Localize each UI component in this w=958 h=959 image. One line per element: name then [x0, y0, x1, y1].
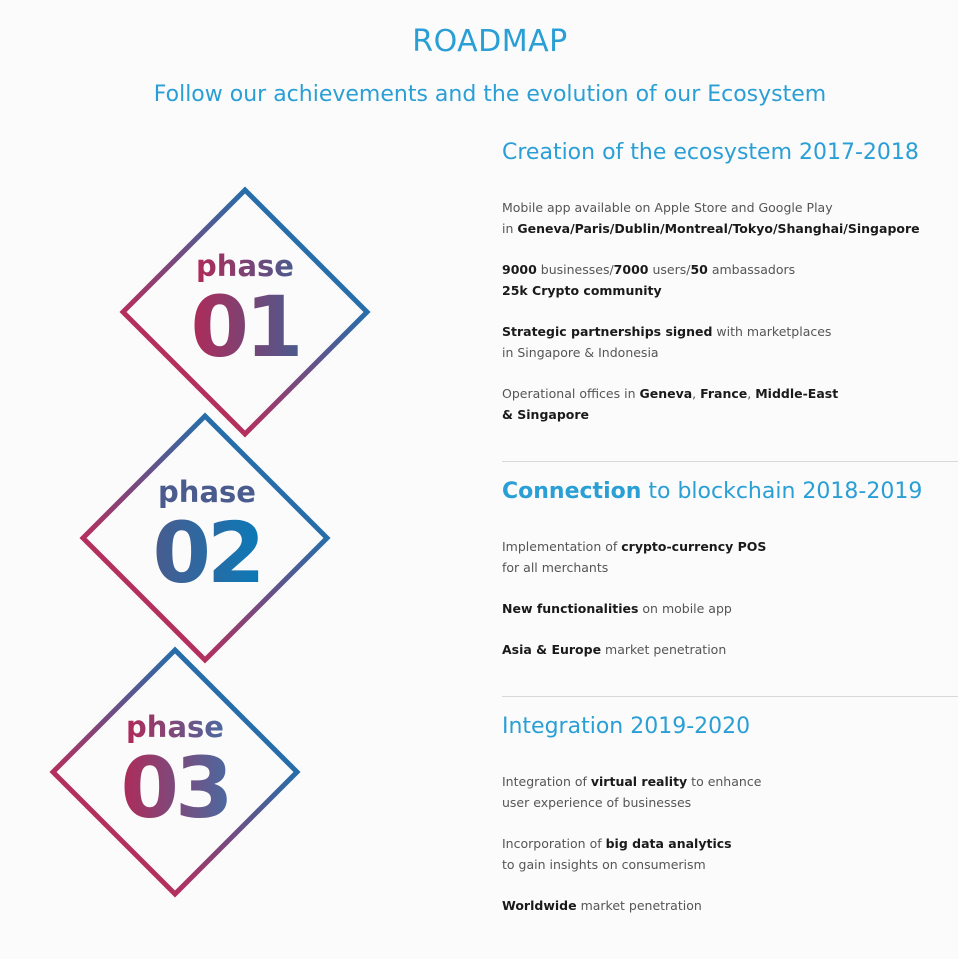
- highlight-text: Worldwide: [502, 898, 577, 913]
- phase-01-item-1: [502, 197, 920, 239]
- phase-01-title: Creation of the ecosystem 2017-2018: [502, 140, 919, 165]
- phase-01-diamond: [123, 190, 367, 434]
- phase-02-item-3: [502, 639, 726, 660]
- body-text: in Singapore & Indonesia: [502, 345, 659, 360]
- phase-02-number: 02: [152, 504, 262, 602]
- phase-03-item-1: [502, 771, 761, 813]
- phase-02-diamond: [83, 416, 327, 660]
- body-text: to enhance: [687, 774, 762, 789]
- page-subtitle: Follow our achievements and the evolution of our Ecosystem: [153, 82, 827, 107]
- highlight-text: crypto-currency POS: [621, 539, 767, 554]
- highlight-text: Strategic partnerships signed: [502, 324, 713, 339]
- highlight-text: Middle-East: [755, 386, 839, 401]
- body-text: businesses/: [536, 262, 614, 277]
- body-text: in: [502, 221, 518, 236]
- highlight-text: Geneva: [639, 386, 693, 401]
- page-title: ROADMAP: [412, 24, 568, 59]
- phase-01-label: phase: [196, 249, 294, 283]
- body-text: on mobile app: [638, 601, 732, 616]
- body-text: Integration of: [502, 774, 591, 789]
- phase-03-diamond: [53, 650, 297, 894]
- body-text: with marketplaces: [712, 324, 832, 339]
- body-text: user experience of businesses: [502, 795, 692, 810]
- highlight-text: 7000: [613, 262, 649, 277]
- body-text: Implementation of: [502, 539, 622, 554]
- body-text: market penetration: [601, 642, 727, 657]
- highlight-text: New functionalities: [502, 601, 639, 616]
- phase-01-number: 01: [190, 278, 300, 376]
- phase-02-title-bold: Connection: [502, 479, 642, 504]
- phase-03-label: phase: [126, 710, 224, 744]
- highlight-text: & Singapore: [502, 407, 589, 422]
- phase-01-item-4: [502, 383, 838, 425]
- phase-03-title: Integration 2019-2020: [502, 714, 751, 739]
- highlight-text: 25k Crypto community: [502, 283, 662, 298]
- section-divider: [502, 461, 958, 462]
- highlight-text: big data analytics: [605, 836, 732, 851]
- phase-02-item-2: [502, 598, 732, 619]
- highlight-text: Geneva/Paris/Dublin/Montreal/Tokyo/Shanghai/Singapore: [517, 221, 920, 236]
- body-text: for all merchants: [502, 560, 609, 575]
- phase-01-item-2: [502, 259, 795, 301]
- body-text: ambassadors: [707, 262, 796, 277]
- section-divider: [502, 696, 958, 697]
- body-text: ,: [692, 386, 701, 401]
- body-text: users/: [648, 262, 691, 277]
- highlight-text: Asia & Europe: [502, 642, 602, 657]
- phase-03-number: 03: [120, 739, 230, 837]
- highlight-text: 50: [690, 262, 708, 277]
- phase-02-title: [502, 479, 922, 504]
- phase-01-item-3: [502, 321, 831, 363]
- body-text: to gain insights on consumerism: [502, 857, 706, 872]
- phase-02-title-rest: to blockchain 2018-2019: [641, 479, 923, 504]
- body-text: Operational offices in: [502, 386, 640, 401]
- phase-02-item-1: [502, 536, 766, 578]
- body-text: Incorporation of: [502, 836, 606, 851]
- body-text: ,: [747, 386, 756, 401]
- highlight-text: virtual reality: [590, 774, 688, 789]
- phase-03-item-2: [502, 833, 732, 875]
- body-text: market penetration: [576, 898, 702, 913]
- highlight-text: 9000: [502, 262, 537, 277]
- body-text: Mobile app available on Apple Store and Google Play: [502, 200, 833, 215]
- phase-03-item-3: [502, 895, 702, 916]
- phase-02-label: phase: [158, 475, 256, 509]
- highlight-text: France: [700, 386, 748, 401]
